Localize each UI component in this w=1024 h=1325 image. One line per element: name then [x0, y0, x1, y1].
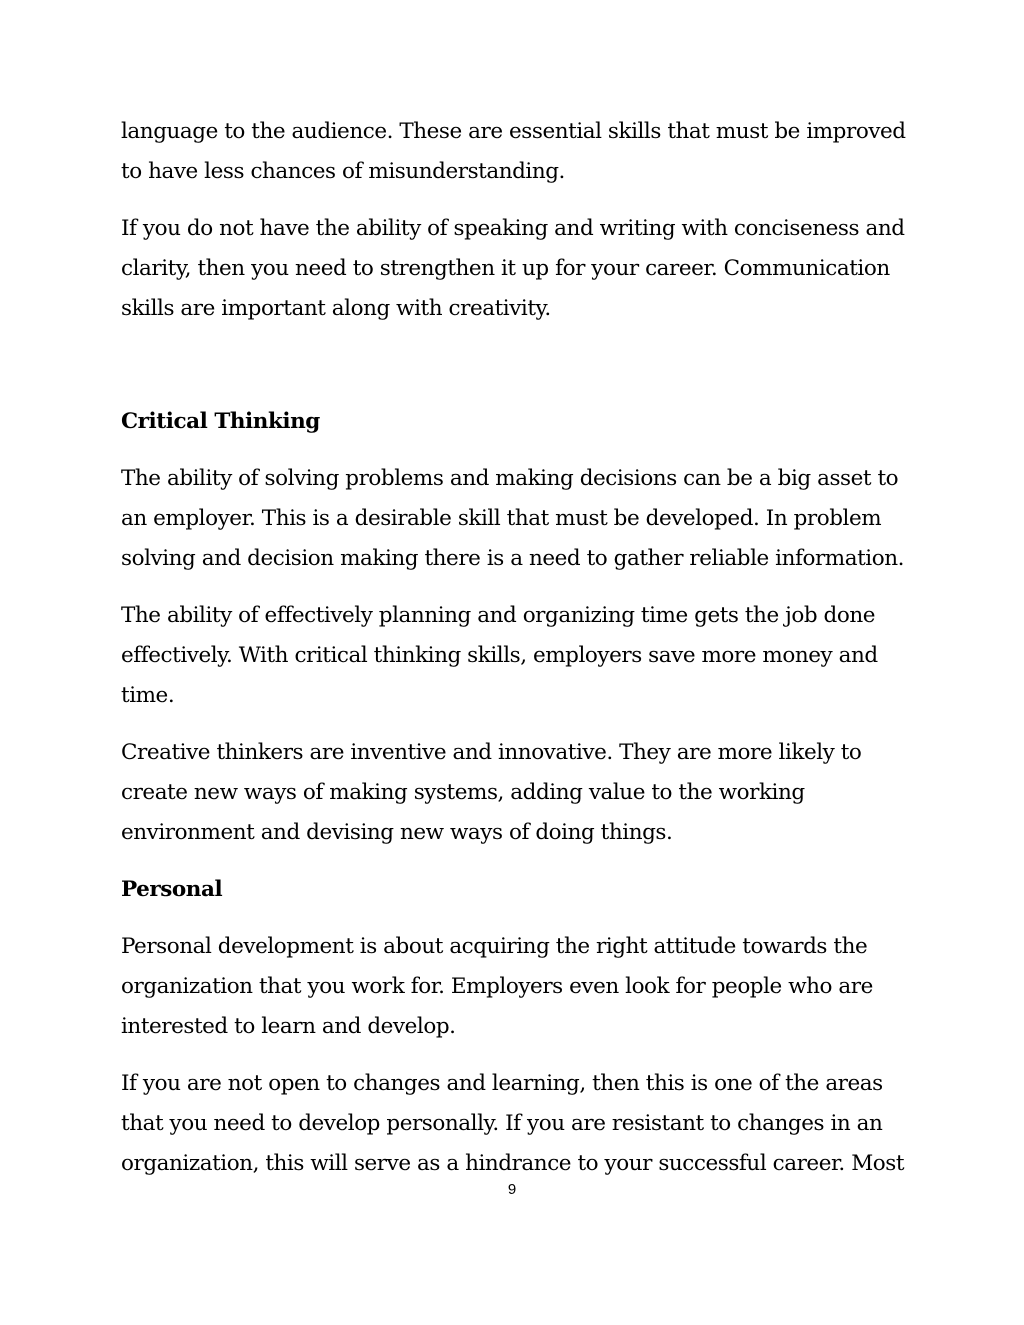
- paragraph: language to the audience. These are essential skills that must be improved to have less chances of misunderstanding.: [121, 119, 906, 184]
- section-heading: Critical Thinking: [121, 409, 320, 434]
- page-number: 9: [507, 1181, 517, 1198]
- paragraph: If you do not have the ability of speaking and writing with conciseness and clarity, then you need to strengthen it up for your career. Communication skills are important along with creativity.: [121, 216, 905, 321]
- paragraph: The ability of solving problems and making decisions can be a big asset to an employer. This is a desirable skill that must be developed. In problem solving and decision making there is a need to gather reliable information.: [121, 466, 904, 571]
- section-personal: [121, 870, 906, 1184]
- section-critical-thinking: [121, 402, 906, 853]
- paragraph: Personal development is about acquiring the right attitude towards the organization that you work for. Employers even look for people who are interested to learn and develop.: [121, 934, 873, 1039]
- paragraph: Creative thinkers are inventive and innovative. They are more likely to create new ways of making systems, adding value to the working environment and devising new ways of doing things.: [121, 740, 862, 845]
- paragraph: The ability of effectively planning and organizing time gets the job done effectively. With critical thinking skills, employers save more money and time.: [121, 603, 878, 708]
- document-page: [121, 112, 906, 1201]
- section-heading: Personal: [121, 877, 223, 902]
- paragraph: If you are not open to changes and learning, then this is one of the areas that you need to develop personally. If you are resistant to changes in an organization, this will serve as a hindrance to your successful career. Most: [121, 1071, 905, 1176]
- section-spacer: [121, 346, 906, 402]
